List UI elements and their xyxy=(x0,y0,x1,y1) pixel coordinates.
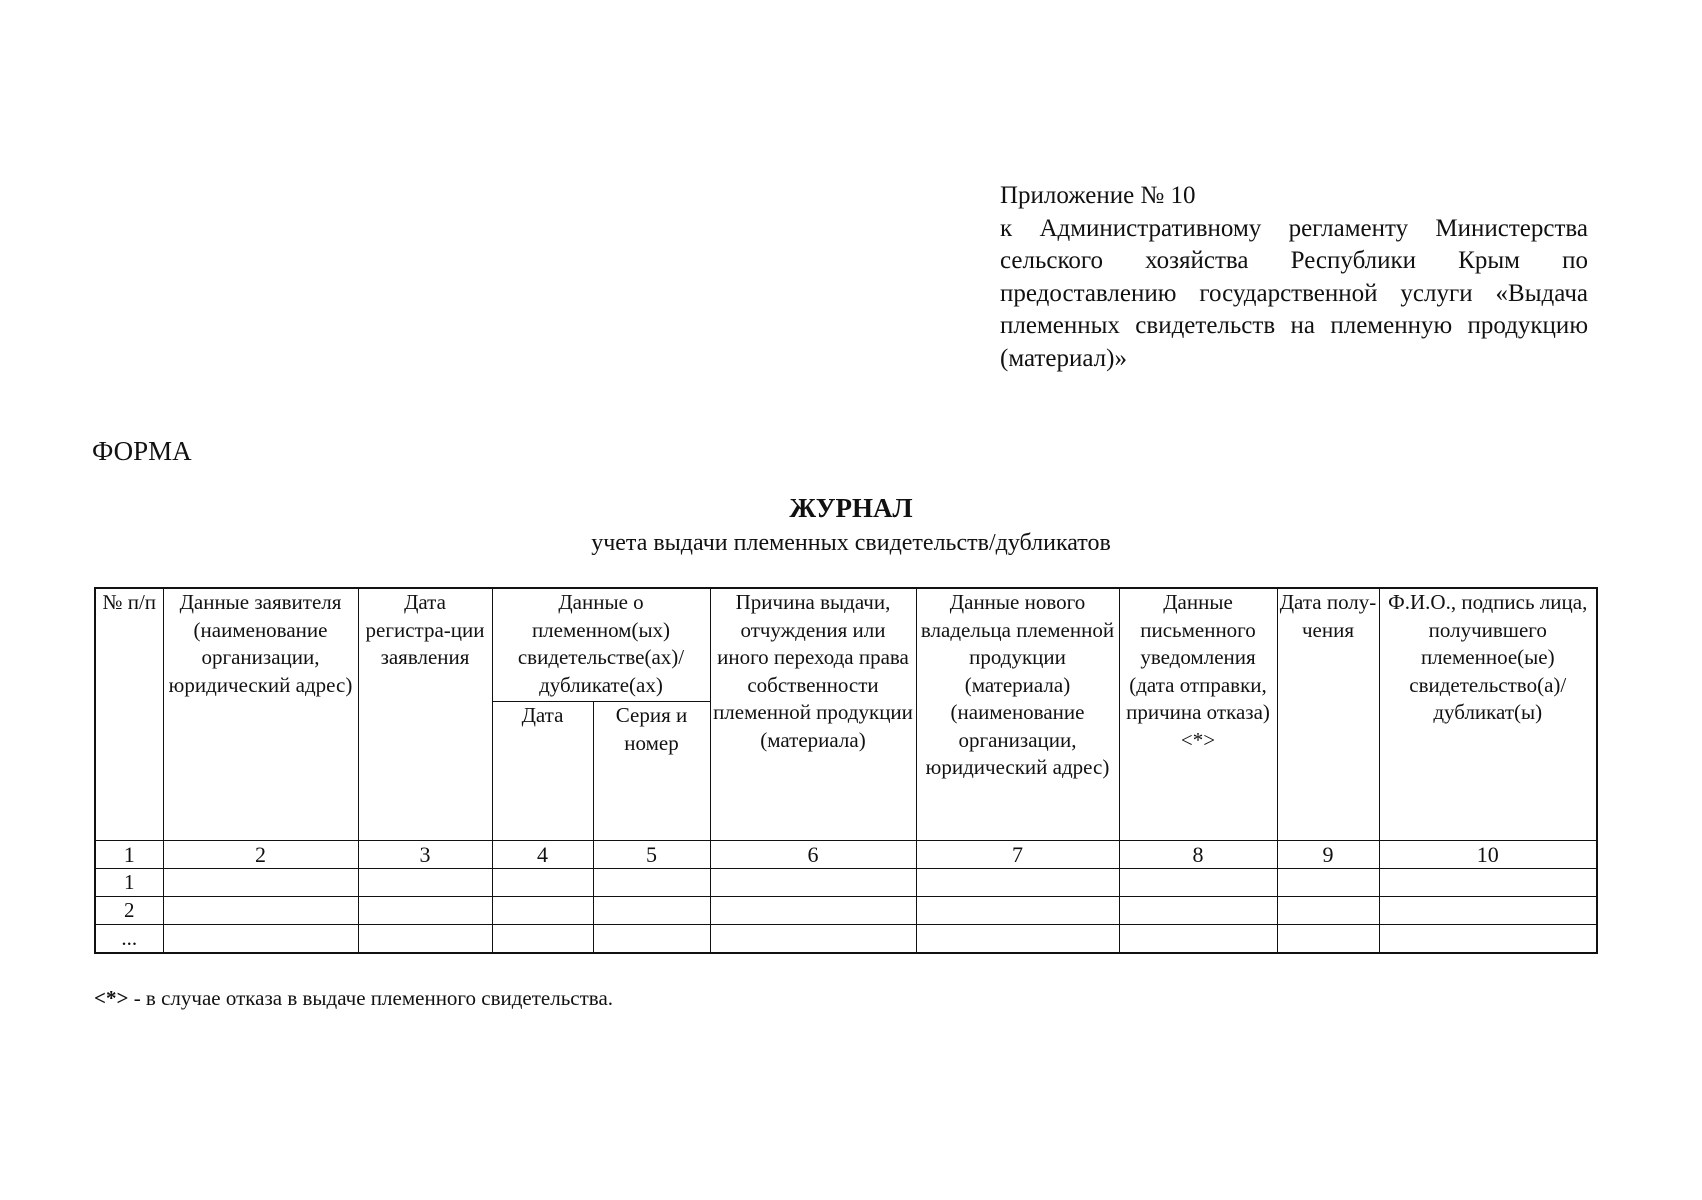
header-reason: Причина выдачи, отчуждения или иного перехода права собственности племенной продукции (материала) xyxy=(710,588,916,841)
table-cell xyxy=(163,869,358,897)
table-cell xyxy=(1379,925,1597,954)
column-number-row xyxy=(95,841,1597,869)
table-cell xyxy=(710,869,916,897)
table-cell xyxy=(1277,925,1379,954)
table-cell xyxy=(492,869,593,897)
column-number: 7 xyxy=(916,841,1119,869)
column-number: 3 xyxy=(358,841,492,869)
column-number: 5 xyxy=(593,841,710,869)
header-signature: Ф.И.О., подпись лица, получившего племенное(ые) свидетельство(а)/ дубликат(ы) xyxy=(1379,588,1597,841)
column-number: 4 xyxy=(492,841,593,869)
journal-subtitle: учета выдачи племенных свидетельств/дубликатов xyxy=(591,530,1111,556)
header-num: № п/п xyxy=(95,588,163,841)
footnote xyxy=(94,986,613,1011)
table-cell xyxy=(163,897,358,925)
journal-title: ЖУРНАЛ xyxy=(789,493,913,523)
table-cell xyxy=(492,897,593,925)
table-cell xyxy=(1379,869,1597,897)
table-row xyxy=(95,925,1597,954)
table-cell xyxy=(1379,897,1597,925)
column-number: 8 xyxy=(1119,841,1277,869)
row-number: ... xyxy=(95,925,163,954)
appendix-title: Приложение № 10 xyxy=(1000,182,1196,209)
appendix-block xyxy=(1000,180,1588,375)
table-cell xyxy=(1119,869,1277,897)
table-row xyxy=(95,897,1597,925)
header-cert-series: Серия и номер xyxy=(593,702,710,841)
column-number: 6 xyxy=(710,841,916,869)
table-cell xyxy=(492,925,593,954)
table-cell xyxy=(916,869,1119,897)
table-cell xyxy=(710,925,916,954)
row-number: 1 xyxy=(95,869,163,897)
header-notice: Данные письменного уведомления (дата отправки, причина отказа)<*> xyxy=(1119,588,1277,841)
column-number: 1 xyxy=(95,841,163,869)
journal-table xyxy=(94,587,1598,954)
footnote-text: - в случае отказа в выдаче племенного свидетельства. xyxy=(128,986,614,1010)
table-cell xyxy=(593,869,710,897)
header-certificate-group: Данные о племенном(ых) свидетельстве(ах)/ дубликате(ах) xyxy=(492,588,710,702)
table-cell xyxy=(358,869,492,897)
table-cell xyxy=(916,897,1119,925)
column-number: 9 xyxy=(1277,841,1379,869)
table-cell xyxy=(916,925,1119,954)
footnote-mark: <*> xyxy=(94,986,129,1010)
header-new-owner: Данные нового владельца племенной продукции (материала) (наименование организации, юридический адрес) xyxy=(916,588,1119,841)
table-cell xyxy=(1277,897,1379,925)
header-reg-date: Дата регистра-ции заявления xyxy=(358,588,492,841)
table-cell xyxy=(593,897,710,925)
appendix-body: к Административному регламенту Министерства сельского хозяйства Республики Крым по предоставлению государственной услуги «Выдача племенных свидетельств на племенную продукцию (материал)» xyxy=(1000,214,1588,372)
table-row xyxy=(95,869,1597,897)
form-label: ФОРМА xyxy=(92,436,192,466)
row-number: 2 xyxy=(95,897,163,925)
table-cell xyxy=(593,925,710,954)
table-cell xyxy=(358,897,492,925)
table-cell xyxy=(1119,897,1277,925)
table-cell xyxy=(1277,869,1379,897)
header-applicant: Данные заявителя (наименование организации, юридический адрес) xyxy=(163,588,358,841)
column-number: 2 xyxy=(163,841,358,869)
column-number: 10 xyxy=(1379,841,1597,869)
table-cell xyxy=(358,925,492,954)
header-receipt-date: Дата полу-чения xyxy=(1277,588,1379,841)
header-row xyxy=(95,588,1597,702)
table-cell xyxy=(710,897,916,925)
table-cell xyxy=(163,925,358,954)
table-cell xyxy=(1119,925,1277,954)
header-cert-date: Дата xyxy=(492,702,593,841)
